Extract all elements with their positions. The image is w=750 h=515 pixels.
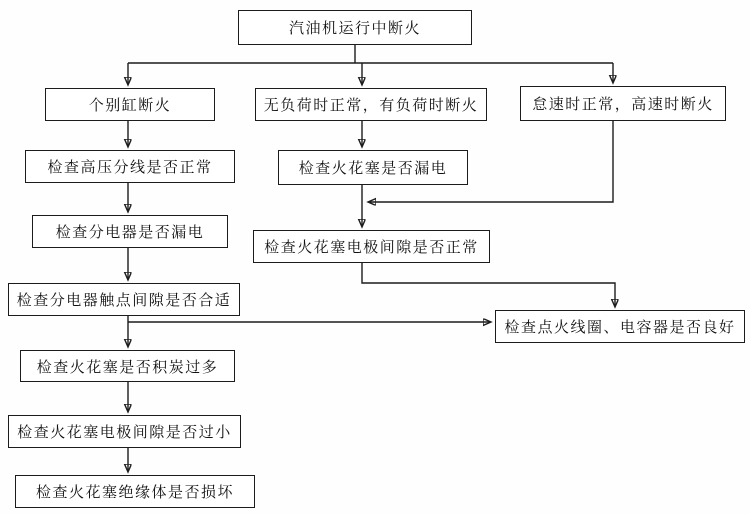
node-check-spark-plug-gap-too-small: 检查火花塞电极间隙是否过小	[8, 415, 241, 448]
node-no-load-normal-load-misfire: 无负荷时正常，有负荷时断火	[255, 88, 487, 121]
node-idle-normal-high-speed-misfire: 怠速时正常，高速时断火	[520, 86, 726, 121]
node-check-ignition-coil-condenser: 检查点火线圈、电容器是否良好	[495, 310, 745, 343]
node-check-spark-plug-carbon: 检查火花塞是否积炭过多	[20, 350, 235, 382]
node-check-distributor-contact-gap: 检查分电器触点间隙是否合适	[8, 283, 240, 316]
node-check-spark-plug-insulator: 检查火花塞绝缘体是否损坏	[15, 475, 255, 508]
node-check-spark-plug-gap-normal: 检查火花塞电极间隙是否正常	[253, 230, 490, 263]
connector-top-fanout	[128, 45, 613, 63]
node-check-high-voltage-leads: 检查高压分线是否正常	[25, 150, 235, 183]
node-check-distributor-leakage: 检查分电器是否漏电	[32, 215, 228, 248]
node-check-spark-plug-leakage: 检查火花塞是否漏电	[278, 150, 468, 185]
node-root: 汽油机运行中断火	[238, 10, 472, 45]
node-individual-cylinder-misfire: 个别缸断火	[45, 88, 215, 121]
arrow-into-coil-condenser-top	[362, 263, 615, 306]
